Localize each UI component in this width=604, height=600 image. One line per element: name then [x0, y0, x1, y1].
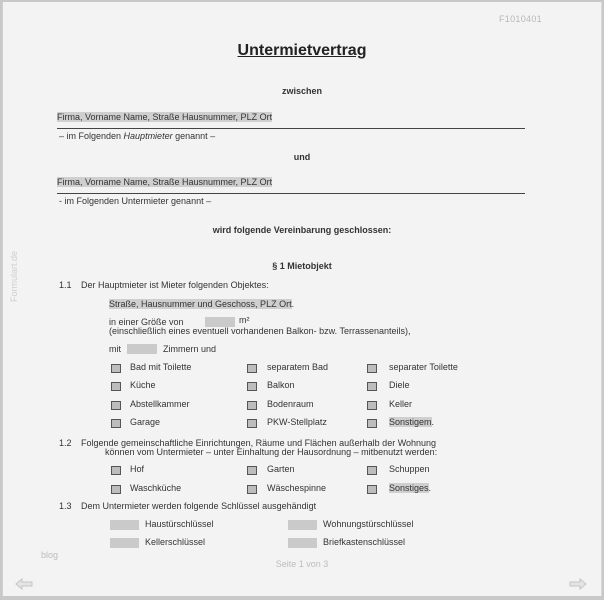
- checkbox-garage[interactable]: [111, 419, 121, 428]
- option-label: separatem Bad: [267, 362, 329, 372]
- key-label: Wohnungstürschlüssel: [323, 519, 414, 529]
- para-1-3-text: Dem Untermieter werden folgende Schlüssel ausgehändigt: [81, 501, 317, 511]
- size-unit: m²: [239, 315, 250, 325]
- previous-page-arrow-icon[interactable]: [15, 578, 33, 590]
- checkbox-waschkueche[interactable]: [111, 485, 121, 494]
- checkbox-separatem-bad[interactable]: [247, 364, 257, 373]
- party2-divider: [57, 193, 525, 194]
- key-count-field[interactable]: [110, 538, 139, 548]
- rooms-field[interactable]: [127, 344, 157, 354]
- party1-field[interactable]: Firma, Vorname Name, Straße Hausnummer, PLZ Ort: [57, 112, 273, 122]
- option-label: Hof: [130, 464, 145, 474]
- agreement-label: wird folgende Vereinbarung geschlossen:: [212, 225, 392, 235]
- size-note: (einschließlich eines eventuell vorhandenen Balkon- bzw. Terrassenanteils),: [109, 326, 411, 336]
- party1-divider: [57, 128, 525, 129]
- footer-blog: blog: [41, 550, 59, 560]
- para-1-2-line2: können vom Untermieter – unter Einhaltung der Hausordnung – mitbenutzt werden:: [105, 447, 438, 457]
- party2-field[interactable]: Firma, Vorname Name, Straße Hausnummer, PLZ Ort: [57, 177, 273, 187]
- address-line: Straße, Hausnummer und Geschoss, PLZ Ort.: [109, 299, 295, 309]
- page-indicator: Seite 1 von 3: [275, 559, 329, 569]
- option-label: Küche: [130, 380, 156, 390]
- party2-caption: - im Folgenden Untermieter genannt –: [59, 196, 212, 206]
- checkbox-sonstigem[interactable]: [367, 419, 377, 428]
- option-label: Schuppen: [389, 464, 430, 474]
- option-label: Garage: [130, 417, 161, 427]
- key-count-field[interactable]: [110, 520, 139, 530]
- para-1-1-text: Der Hauptmieter ist Mieter folgenden Objektes:: [81, 280, 269, 290]
- checkbox-abstellkammer[interactable]: [111, 401, 121, 410]
- option-label: Abstellkammer: [130, 399, 190, 409]
- and-label: und: [293, 152, 311, 162]
- between-label: zwischen: [281, 86, 322, 96]
- key-count-field[interactable]: [288, 520, 317, 530]
- option-label: Waschküche: [130, 483, 182, 493]
- checkbox-balkon[interactable]: [247, 382, 257, 391]
- checkbox-kueche[interactable]: [111, 382, 121, 391]
- size-prefix: in einer Größe von: [109, 317, 184, 327]
- party1-caption: – im Folgenden Hauptmieter genannt –: [59, 131, 216, 141]
- option-label: Keller: [389, 399, 413, 409]
- option-label-field: Sonstiges.: [389, 483, 432, 493]
- checkbox-hof[interactable]: [111, 466, 121, 475]
- rooms-suffix: Zimmern und: [163, 344, 217, 354]
- document-page: [2, 2, 602, 596]
- checkbox-sonstiges[interactable]: [367, 485, 377, 494]
- option-label-field: Sonstigem.: [389, 417, 435, 427]
- rooms-prefix: mit: [109, 344, 121, 354]
- option-label: Wäschespinne: [267, 483, 327, 493]
- checkbox-garten[interactable]: [247, 466, 257, 475]
- checkbox-bodenraum[interactable]: [247, 401, 257, 410]
- option-label: Bad mit Toilette: [130, 362, 192, 372]
- checkbox-pkw-stellplatz[interactable]: [247, 419, 257, 428]
- option-label: Bodenraum: [267, 399, 314, 409]
- checkbox-schuppen[interactable]: [367, 466, 377, 475]
- form-id: F1010401: [499, 14, 542, 24]
- key-label: Haustürschlüssel: [145, 519, 214, 529]
- watermark: Formulart.de: [9, 250, 19, 302]
- para-1-2-line1: Folgende gemeinschaftliche Einrichtungen, Räume und Flächen außerhalb der Wohnung: [81, 438, 437, 448]
- key-count-field[interactable]: [288, 538, 317, 548]
- option-label: Balkon: [267, 380, 295, 390]
- checkbox-bad-mit-toilette[interactable]: [111, 364, 121, 373]
- para-1-3-number: 1.3: [59, 501, 72, 511]
- checkbox-separater-toilette[interactable]: [367, 364, 377, 373]
- key-label: Briefkastenschlüssel: [323, 537, 406, 547]
- section1-heading: § 1 Mietobjekt: [272, 261, 332, 271]
- option-label: PKW-Stellplatz: [267, 417, 327, 427]
- page-title: Untermietvertrag: [237, 42, 367, 59]
- next-page-arrow-icon[interactable]: [569, 578, 587, 590]
- key-label: Kellerschlüssel: [145, 537, 206, 547]
- option-label: Garten: [267, 464, 295, 474]
- para-1-2-number: 1.2: [59, 438, 72, 448]
- checkbox-waeschespinne[interactable]: [247, 485, 257, 494]
- checkbox-diele[interactable]: [367, 382, 377, 391]
- checkbox-keller[interactable]: [367, 401, 377, 410]
- option-label: separater Toilette: [389, 362, 458, 372]
- para-1-1-number: 1.1: [59, 280, 72, 290]
- option-label: Diele: [389, 380, 410, 390]
- address-field[interactable]: Straße, Hausnummer und Geschoss, PLZ Ort: [109, 299, 292, 309]
